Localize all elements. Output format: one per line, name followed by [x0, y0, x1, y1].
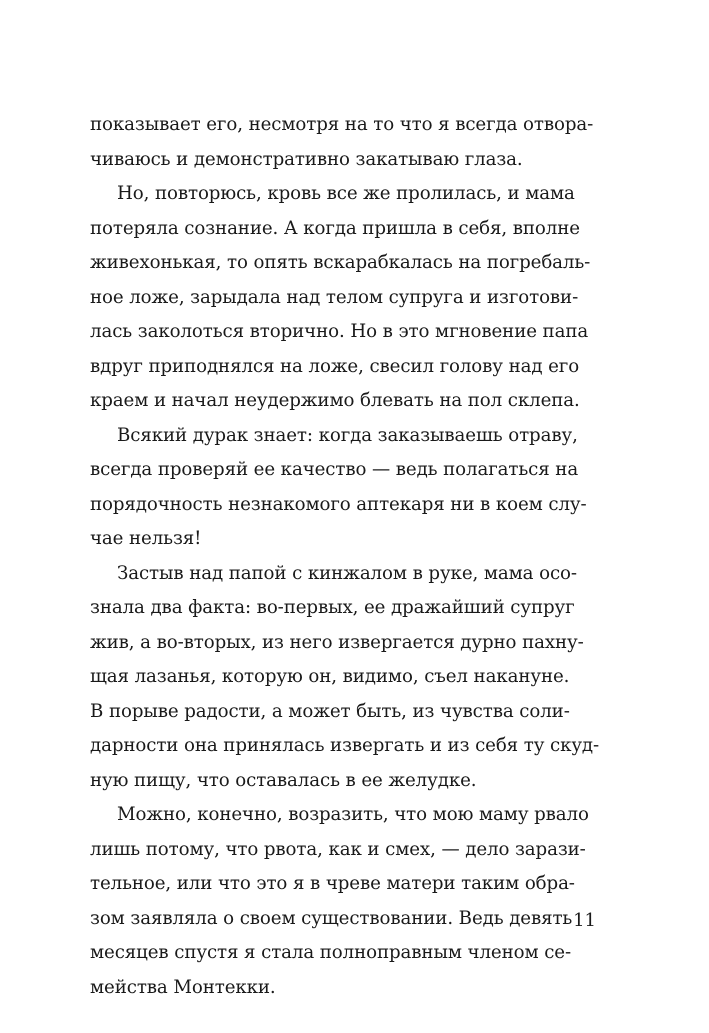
text-line: мейства Монтекки. — [90, 976, 276, 998]
text-line: знала два факта: во-первых, ее дражайший супруг — [90, 597, 575, 618]
text-line: Всякий дурак знает: когда заказываешь отраву, — [117, 424, 578, 446]
paragraph — [90, 557, 600, 799]
text-line: показывает его, несмотря на то что я всегда отвора- — [90, 114, 594, 135]
text-line: чиваюсь и демонстративно закатываю глаза. — [90, 148, 523, 170]
page-number: 11 — [573, 910, 596, 931]
text-line: потеряла сознание. А когда пришла в себя, вполне — [90, 217, 580, 239]
text-line: живехонькая, то опять вскарабкалась на погребаль- — [90, 252, 591, 273]
paragraph — [90, 177, 595, 419]
text-line: краем и начал неудержимо блевать на пол склепа. — [90, 390, 580, 411]
text-line: лишь потому, что рвота, как и смех, — дело зарази- — [90, 838, 586, 860]
paragraph — [90, 419, 595, 557]
text-line: жив, а во-вторых, из него извергается дурно пахну- — [90, 631, 584, 653]
text-line: лась заколоться вторично. Но в это мгновение папа — [90, 321, 589, 342]
text-line: ное ложе, зарыдала над телом супруга и изготови- — [90, 286, 579, 308]
body-text — [90, 108, 600, 1005]
text-line: Можно, конечно, возразить, что мою маму рвало — [117, 804, 589, 825]
text-line: месяцев спустя я стала полноправным членом се- — [90, 942, 571, 963]
paragraph — [90, 108, 595, 177]
text-line: вдруг приподнялся на ложе, свесил голову над его — [90, 355, 580, 377]
text-line: щая лазанья, которую он, видимо, съел накануне. — [90, 666, 570, 687]
paragraph — [90, 798, 595, 1005]
text-line: дарности она принялась извергать и из себя ту скуд- — [90, 735, 600, 756]
text-line: В порыве радости, а может быть, из чувства соли- — [90, 700, 570, 722]
text-line: зом заявляла о своем существовании. Ведь девять — [90, 907, 573, 929]
text-line: ную пищу, что оставалась в ее желудке. — [90, 769, 477, 791]
text-line: порядочность незнакомого аптекаря ни в коем слу- — [90, 493, 587, 515]
text-line: всегда проверяй ее качество — ведь полагаться на — [90, 459, 579, 480]
text-line: чае нельзя! — [90, 528, 202, 549]
text-line: тельное, или что это я в чреве матери таким обра- — [90, 873, 575, 894]
text-line: Застыв над папой с кинжалом в руке, мама осо- — [117, 562, 577, 584]
text-line: Но, повторюсь, кровь все же пролилась, и мама — [117, 183, 575, 204]
